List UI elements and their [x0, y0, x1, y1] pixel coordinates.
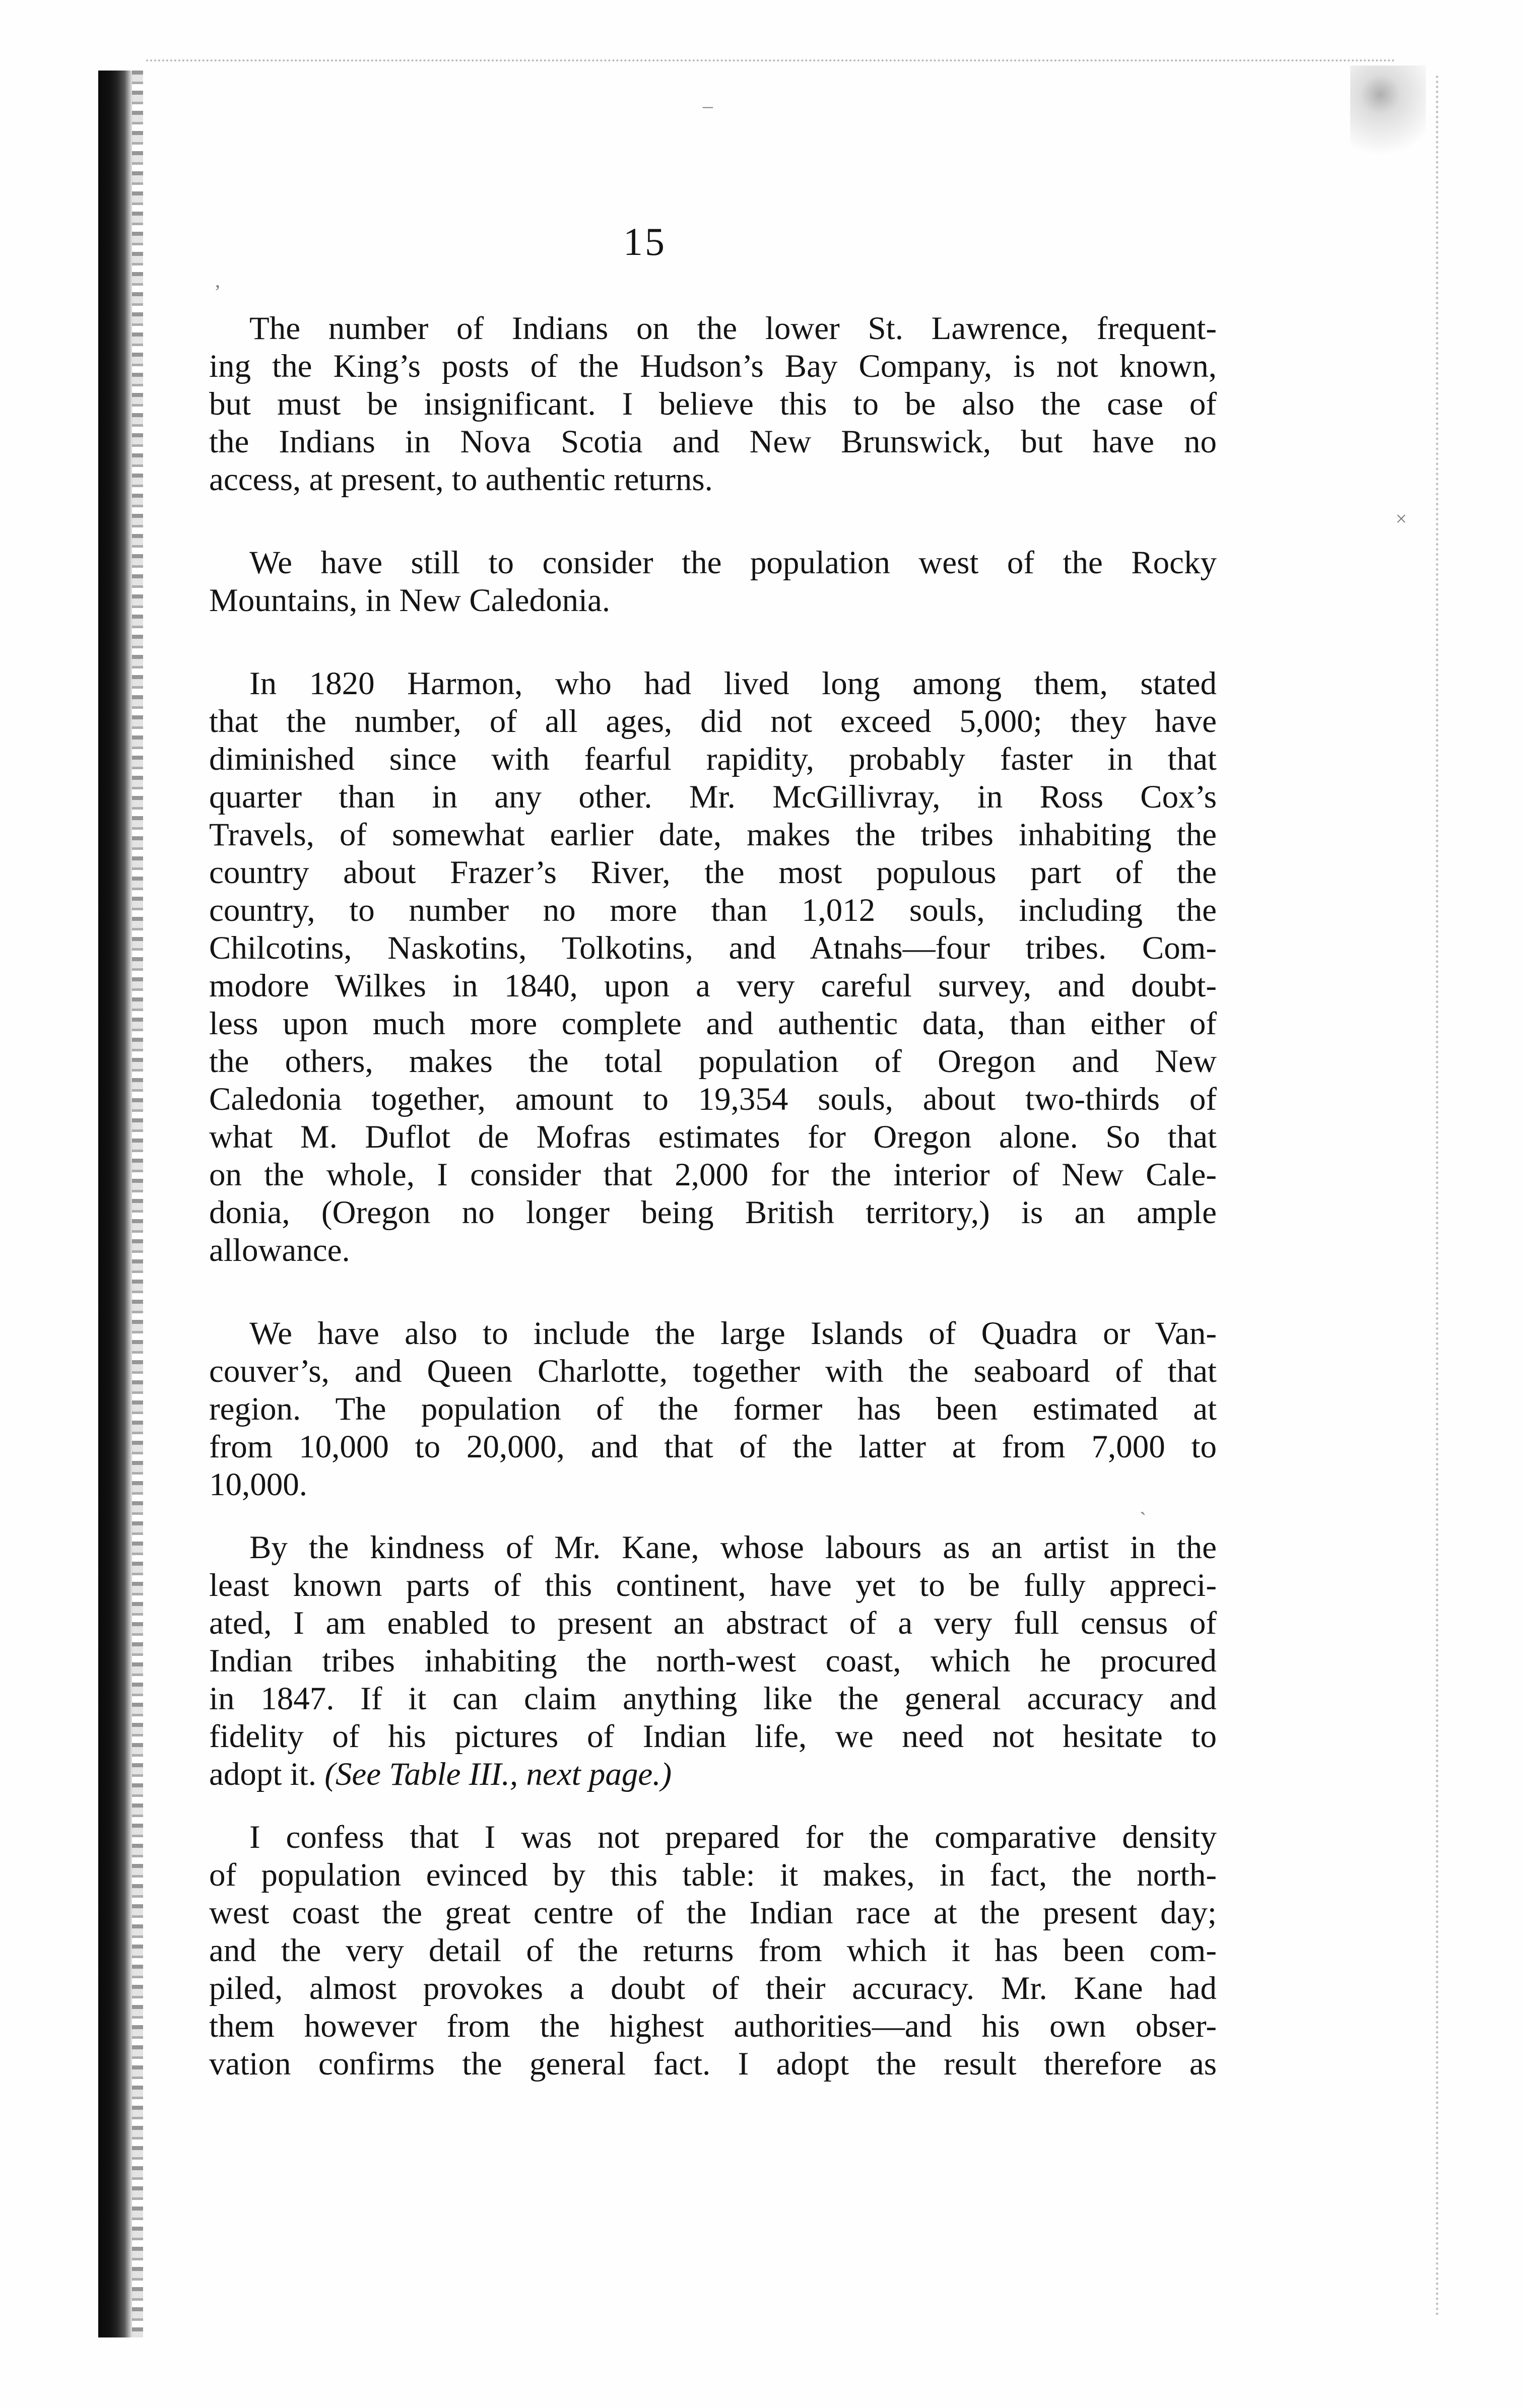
final-line-text: adopt it. — [209, 1756, 317, 1792]
text-line: I confess that I was not prepared for the comparative density — [249, 1819, 1217, 1855]
text-line: ated, I am enabled to present an abstract of a very full census of — [209, 1605, 1217, 1641]
scan-noise-top — [146, 59, 1396, 61]
text-line: Travels, of somewhat earlier date, makes the tribes inhabiting the — [209, 817, 1217, 853]
scan-speck: × — [1396, 507, 1407, 530]
text-line: Indian tribes inhabiting the north-west coast, which he procured — [209, 1643, 1217, 1679]
scan-speck: ʼ — [214, 281, 221, 303]
scan-speck: ˎ — [1140, 1493, 1147, 1515]
text-line: that the number, of all ages, did not exceed 5,000; they have — [209, 703, 1217, 740]
text-line: ing the King’s posts of the Hudson’s Bay Company, is not known, — [209, 348, 1217, 384]
text-line: least known parts of this continent, have yet to be fully appreci- — [209, 1567, 1217, 1603]
text-line-final — [209, 1756, 1217, 1793]
scan-speck: ¯ — [703, 104, 713, 127]
text-line: country about Frazer’s River, the most populous part of the — [209, 854, 1217, 891]
text-line: less upon much more complete and authentic data, than either of — [209, 1006, 1217, 1042]
text-line: allowance. — [209, 1232, 350, 1268]
text-line: donia, (Oregon no longer being British territory,) is an ample — [209, 1194, 1217, 1231]
scan-speckle-corner — [1350, 65, 1426, 181]
text-line: in 1847. If it can claim anything like the general accuracy and — [209, 1681, 1217, 1717]
binding-edge — [132, 71, 143, 2337]
text-line: By the kindness of Mr. Kane, whose labours as an artist in the — [249, 1529, 1217, 1566]
text-line: region. The population of the former has been estimated at — [209, 1391, 1217, 1427]
table-reference-note: (See Table III., next page.) — [324, 1756, 672, 1792]
body-text — [209, 310, 1217, 2123]
text-line: on the whole, I consider that 2,000 for the interior of New Cale- — [209, 1157, 1217, 1193]
text-line: them however from the highest authorities—and his own obser- — [209, 2008, 1217, 2044]
page-number: 15 — [623, 220, 667, 263]
text-line: and the very detail of the returns from which it has been com- — [209, 1932, 1217, 1969]
binding-shadow — [98, 71, 134, 2337]
text-line: the others, makes the total population of Oregon and New — [209, 1043, 1217, 1080]
text-line: quarter than in any other. Mr. McGillivray, in Ross Cox’s — [209, 779, 1217, 815]
text-line: country, to number no more than 1,012 souls, including the — [209, 892, 1217, 928]
text-line: piled, almost provokes a doubt of their accuracy. Mr. Kane had — [209, 1970, 1217, 2006]
text-line: We have still to consider the population west of the Rocky — [249, 545, 1217, 581]
text-line: couver’s, and Queen Charlotte, together with the seaboard of that — [209, 1353, 1217, 1389]
text-line: fidelity of his pictures of Indian life, we need not hesitate to — [209, 1718, 1217, 1755]
text-line: We have also to include the large Islands of Quadra or Van- — [249, 1315, 1217, 1352]
text-line: The number of Indians on the lower St. Lawrence, frequent- — [249, 310, 1217, 347]
text-line: vation confirms the general fact. I adopt the result therefore as — [209, 2046, 1217, 2082]
text-line: modore Wilkes in 1840, upon a very careful survey, and doubt- — [209, 968, 1217, 1004]
text-line: west coast the great centre of the Indian race at the present day; — [209, 1895, 1217, 1931]
text-line: In 1820 Harmon, who had lived long among them, stated — [249, 665, 1217, 702]
text-line: Caledonia together, amount to 19,354 souls, about two-thirds of — [209, 1081, 1217, 1117]
text-line: the Indians in Nova Scotia and New Brunswick, but have no — [209, 424, 1217, 460]
text-line: Mountains, in New Caledonia. — [209, 582, 611, 619]
text-line: of population evinced by this table: it makes, in fact, the north- — [209, 1857, 1217, 1893]
text-line: from 10,000 to 20,000, and that of the latter at from 7,000 to — [209, 1429, 1217, 1465]
text-line: what M. Duflot de Mofras estimates for Oregon alone. So that — [209, 1119, 1217, 1155]
text-line: Chilcotins, Naskotins, Tolkotins, and Atnahs—four tribes. Com- — [209, 930, 1217, 966]
text-line: 10,000. — [209, 1466, 307, 1503]
text-line: access, at present, to authentic returns. — [209, 461, 713, 498]
text-line: diminished since with fearful rapidity, probably faster in that — [209, 741, 1217, 777]
text-line: but must be insignificant. I believe this to be also the case of — [209, 386, 1217, 422]
scan-noise-right — [1436, 76, 1438, 2317]
